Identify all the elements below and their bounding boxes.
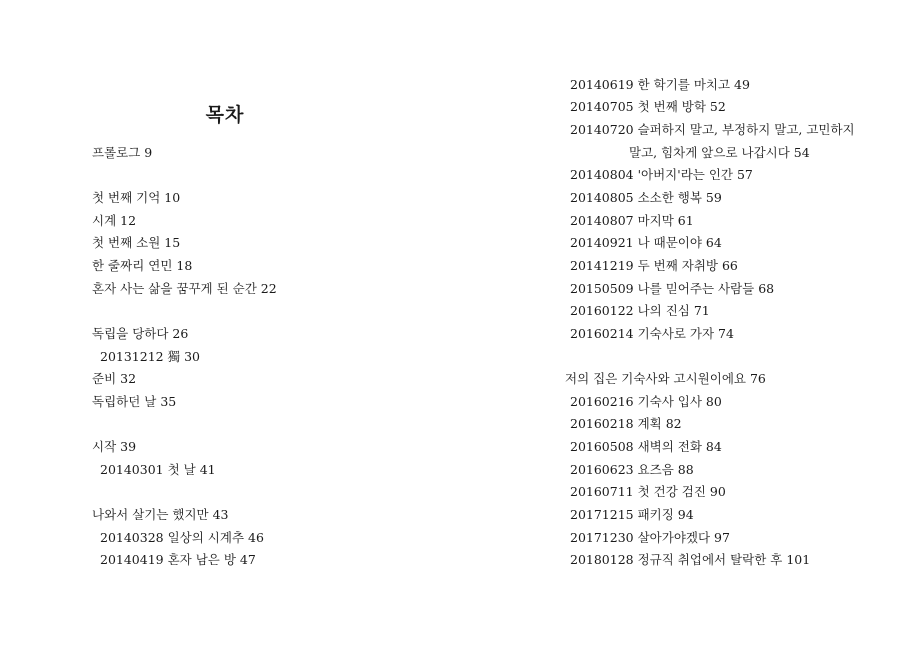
toc-entry: 나와서 살기는 했지만 43 bbox=[92, 507, 229, 522]
toc-entry-prologue: 프롤로그 9 bbox=[92, 145, 153, 160]
toc-subentry: 20171215 패키징 94 bbox=[570, 507, 694, 522]
toc-entry: 독립하던 날 35 bbox=[92, 394, 177, 409]
toc-subentry: 20140807 마지막 61 bbox=[570, 213, 694, 228]
toc-subentry: 20141219 두 번째 자취방 66 bbox=[570, 258, 738, 273]
toc-title: 목차 bbox=[205, 104, 245, 126]
toc-subentry-continuation: 말고, 힘차게 앞으로 나갑시다 54 bbox=[629, 145, 810, 160]
toc-subentry: 20160122 나의 진심 71 bbox=[570, 303, 710, 318]
toc-subentry: 20140301 첫 날 41 bbox=[100, 462, 216, 477]
toc-entry: 첫 번째 소원 15 bbox=[92, 235, 181, 250]
toc-subentry: 20160711 첫 건강 검진 90 bbox=[570, 484, 726, 499]
toc-subentry: 20160508 새벽의 전화 84 bbox=[570, 439, 722, 454]
toc-entry: 한 줄짜리 연민 18 bbox=[92, 258, 193, 273]
toc-subentry: 20140705 첫 번째 방학 52 bbox=[570, 99, 726, 114]
toc-entry: 첫 번째 기억 10 bbox=[92, 190, 181, 205]
toc-subentry: 20160623 요즈음 88 bbox=[570, 462, 694, 477]
toc-subentry: 20140805 소소한 행복 59 bbox=[570, 190, 722, 205]
toc-entry: 독립을 당하다 26 bbox=[92, 326, 189, 341]
toc-subentry: 20140804 '아버지'라는 인간 57 bbox=[570, 167, 753, 182]
toc-subentry: 20140720 슬퍼하지 말고, 부정하지 말고, 고민하지 bbox=[570, 122, 855, 137]
toc-subentry: 20171230 살아가야겠다 97 bbox=[570, 530, 730, 545]
toc-subentry: 20131212 獨 30 bbox=[100, 349, 200, 364]
toc-subentry: 20140419 혼자 남은 방 47 bbox=[100, 552, 256, 567]
toc-subentry: 20140619 한 학기를 마치고 49 bbox=[570, 77, 750, 92]
toc-entry: 시계 12 bbox=[92, 213, 137, 228]
toc-entry: 저의 집은 기숙사와 고시원이에요 76 bbox=[565, 371, 766, 386]
toc-entry: 혼자 사는 삶을 꿈꾸게 된 순간 22 bbox=[92, 281, 277, 296]
toc-entry: 준비 32 bbox=[92, 371, 137, 386]
toc-subentry: 20160218 계획 82 bbox=[570, 416, 682, 431]
toc-subentry: 20140921 나 때문이야 64 bbox=[570, 235, 722, 250]
toc-subentry: 20160214 기숙사로 가자 74 bbox=[570, 326, 734, 341]
toc-subentry: 20160216 기숙사 입사 80 bbox=[570, 394, 722, 409]
toc-subentry: 20140328 일상의 시계추 46 bbox=[100, 530, 264, 545]
toc-entry: 시작 39 bbox=[92, 439, 137, 454]
toc-subentry: 20150509 나를 믿어주는 사람들 68 bbox=[570, 281, 775, 296]
toc-subentry: 20180128 정규직 취업에서 탈락한 후 101 bbox=[570, 552, 811, 567]
